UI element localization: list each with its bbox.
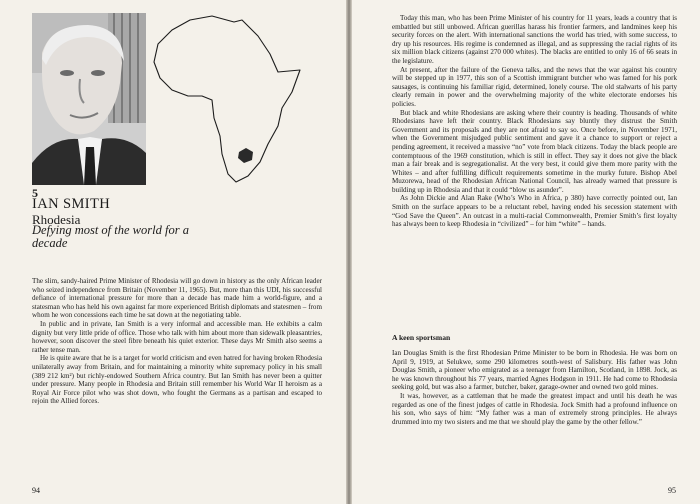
africa-map-icon <box>150 14 310 186</box>
paragraph: The slim, sandy-haired Prime Minister of Rhodesia will go down in history as the only African leader who seized independence from Britain (November 11, 1965). But, more than this UDI, his successful defiance of international pressure for more than a decade has made him a world-figure, and a statesman who has held his own against far more experienced British diplomats and statesmen – from whom he won concessions each time he sat down at the negotiating table. <box>32 277 322 320</box>
section-heading: A keen sportsman <box>392 333 451 342</box>
page-number-left: 94 <box>32 486 40 495</box>
paragraph: Ian Douglas Smith is the first Rhodesian Prime Minister to be born in Rhodesia. He was born on April 9, 1919, at Selukwe, some 290 kilometres south-west of Salisbury. His father was John Douglas Smith, a pioneer who emigrated as a teenager from Hamilton, Scotland, in 1898. Jock, as he was known throughout his 77 years, married Agnes Hodgson in 1911. He had come to Rhodesia seeking gold, but was also a farmer, butcher, baker, garage-owner and owned two gold mines. <box>392 349 677 392</box>
paragraph: At present, after the failure of the Geneva talks, and the news that the war against his country will be stepped up in 1977, this son of a Scottish immigrant butcher who was famed for his pork sausages, is continuing his familiar rigid, determined, lonely course. The old stalwarts of his party clearly remain in power and the overwhelming majority of the white electorate endorses his policies. <box>392 65 677 108</box>
page-number-right: 95 <box>668 486 676 495</box>
section-body-text <box>392 349 677 426</box>
entry-number: 5 <box>32 186 38 200</box>
rhodesia-highlight <box>238 148 253 163</box>
entry-tagline: Defying most of the world for a decade <box>32 223 189 250</box>
paragraph: But black and white Rhodesians are asking where their country is heading. Thousands of white Rhodesians have left their country. Black Rhodesians say bluntly they distrust the Smith Government and its proposals and they are not afraid to say so. Once before, in November 1971, when the Government misjudged public sentiment and gave it a chance to support or reject a pending agreement, it received a massive “no” vote from black citizens. Today the black people are contemptuous of the 1969 constitution, which is still in effect. They say it does not give the black man a fair break and is segregationalist. At the very best, it could give them more parity with the Whites – and after fulfilling difficult requirements sometime in the murky future. Bishop Abel Muzorewa, head of the Rhodesian African National Council, has already warned that pressure is building up in Rhodesia and that it could “blow us asunder”. <box>392 108 677 194</box>
entry-country: Rhodesia <box>32 212 81 227</box>
paragraph: He is quite aware that he is a target for world criticism and even hatred for having broken Rhodesia unilaterally away from Britain, and for maintaining a minority white supremacy policy in his small (389 212 km²) but richly-endowed Southern Africa country. But Ian Smith has never been a quitter under pressure. Many people in Rhodesia and Britain still remember his World War II heroism as a Royal Air Force pilot who was shot down, who fought the Germans as a partisan and escaped to rejoin the Allied forces. <box>32 354 322 406</box>
entry-name: IAN SMITH <box>32 196 111 212</box>
left-body-text <box>32 277 322 406</box>
portrait-photo <box>32 13 146 185</box>
paragraph: In public and in private, Ian Smith is a very informal and accessible man. He exhibits a calm dignity but very little pride of office. Those who talk with him about more than sidewalk pleasantries, however, soon discover the steel fibre beneath his quiet exterior. These days Mr Smith also seems a rather tense man. <box>32 319 322 354</box>
paragraph: Today this man, who has been Prime Minister of his country for 11 years, leads a country that is embattled but still unbowed. African guerillas harass his frontier farmers, and landmines keep his security forces on the alert. With international sanctions the world has tried, with some success, to dry up his resources. His regime is condemned as illegal, and as suppressing the racial rights of its six million black citizens (against 270 000 whites). The blacks are entitled to only 16 of 66 seats in the legislature. <box>392 14 677 65</box>
right-body-text <box>392 14 677 229</box>
paragraph: As John Dickie and Alan Rake (Who’s Who in Africa, p 380) have correctly pointed out, Ian Smith on the surface appears to be a reluctant rebel, having ended his secession statement with “God Save the Queen”. An outcast in a multi-racial Commonwealth, Premier Smith’s first loyalty has always been to keep Rhodesia in “civilized” – for him “white” – hands. <box>392 194 677 229</box>
paragraph: It was, however, as a cattleman that he made the greatest impact and until his death he was regarded as one of the finest judges of cattle in Rhodesia. Jock Smith had a profound influence on his son, who says of him: “My father was a man of extremely strong principles. He always drummed into my two sisters and me that we should play the game by the other fellow.” <box>392 391 677 426</box>
left-page <box>0 0 346 504</box>
